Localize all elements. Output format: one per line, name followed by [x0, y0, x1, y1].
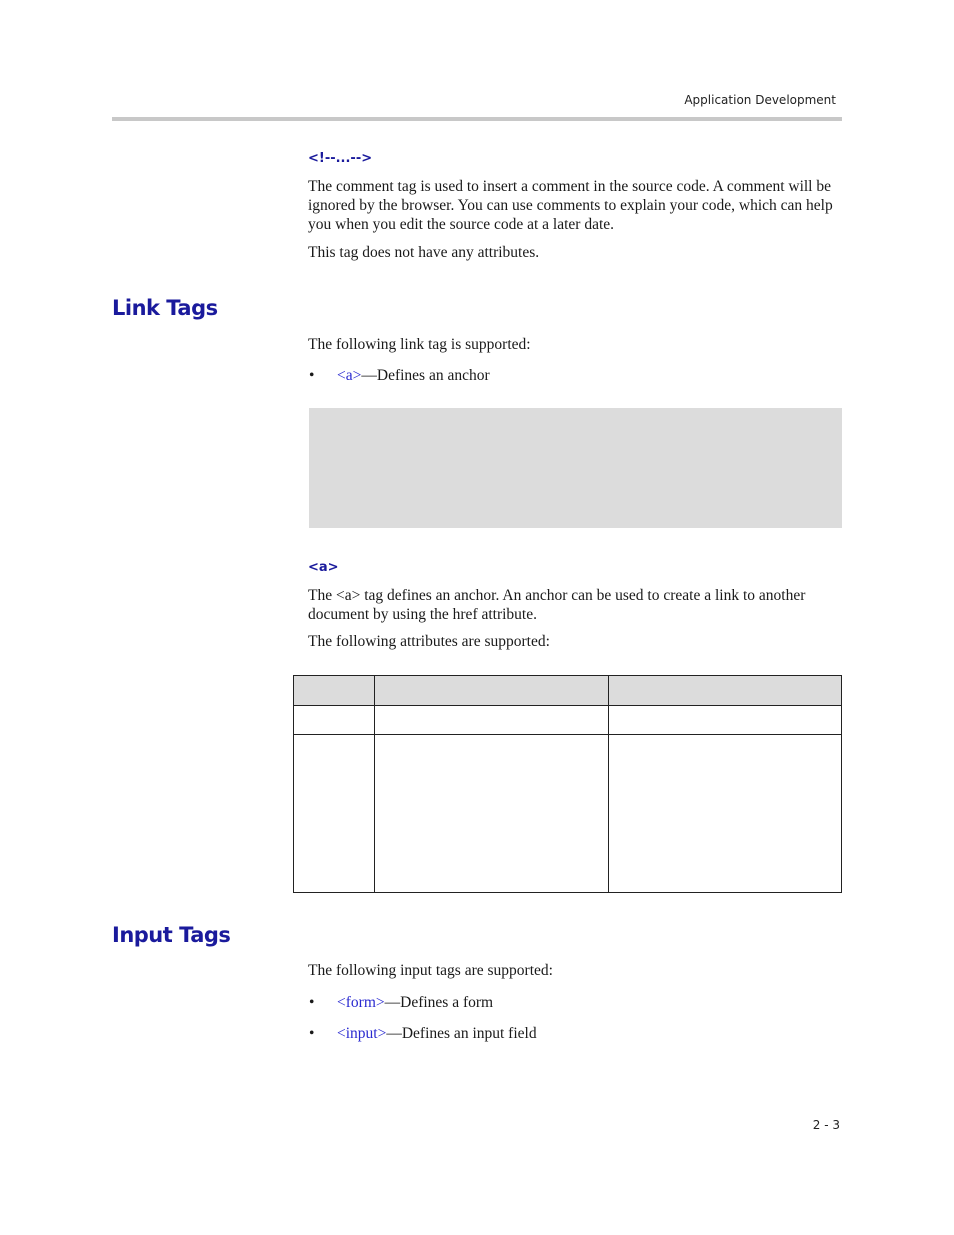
- bullet-icon: •: [309, 994, 315, 1011]
- comment-tag-description: The comment tag is used to insert a comment in the source code. A comment will be ignored by the browser. You can use comments to explain your code, which can help you when you edit the source code at a later date.: [308, 178, 833, 233]
- table-cell: [609, 706, 842, 735]
- header-rule: [112, 117, 842, 121]
- comment-tag-heading: <!--...-->: [308, 151, 373, 166]
- table-cell: [609, 735, 842, 893]
- list-item: [309, 993, 839, 1013]
- table-row: [294, 706, 842, 735]
- table-header-row: [294, 676, 842, 706]
- input-tags-heading: Input Tags: [112, 923, 231, 947]
- input-tags-intro: The following input tags are supported:: [308, 962, 553, 979]
- note-box: [309, 408, 842, 528]
- table-cell: [294, 706, 375, 735]
- bullet-icon: •: [309, 1025, 315, 1042]
- table-cell: [375, 706, 609, 735]
- table-cell: [375, 735, 609, 893]
- attributes-table: [293, 675, 842, 893]
- a-tag-description: The <a> tag defines an anchor. An anchor can be used to create a link to another document by using the href attribute.: [308, 587, 806, 623]
- table-row: [294, 735, 842, 893]
- page-number: 2 - 3: [812, 1118, 840, 1132]
- table-header-cell: [294, 676, 375, 706]
- list-item-description: —Defines an input field: [386, 1025, 537, 1042]
- table-header-cell: [375, 676, 609, 706]
- input-tag-link[interactable]: <input>: [337, 1025, 387, 1042]
- list-item-description: —Defines an anchor: [361, 367, 490, 384]
- table-cell: [294, 735, 375, 893]
- link-tags-heading: Link Tags: [112, 296, 218, 320]
- comment-tag-attributes-note: This tag does not have any attributes.: [308, 244, 540, 261]
- bullet-icon: •: [309, 367, 315, 384]
- a-tag-heading: <a>: [308, 560, 339, 575]
- a-tag-link[interactable]: <a>: [337, 367, 362, 384]
- running-header: Application Development: [684, 93, 836, 107]
- list-item-description: —Defines a form: [384, 994, 494, 1011]
- list-item: [309, 366, 839, 386]
- form-tag-link[interactable]: <form>: [337, 994, 385, 1011]
- link-tags-intro: The following link tag is supported:: [308, 336, 531, 353]
- table-header-cell: [609, 676, 842, 706]
- list-item: [309, 1024, 839, 1044]
- a-tag-attributes-intro: The following attributes are supported:: [308, 633, 550, 650]
